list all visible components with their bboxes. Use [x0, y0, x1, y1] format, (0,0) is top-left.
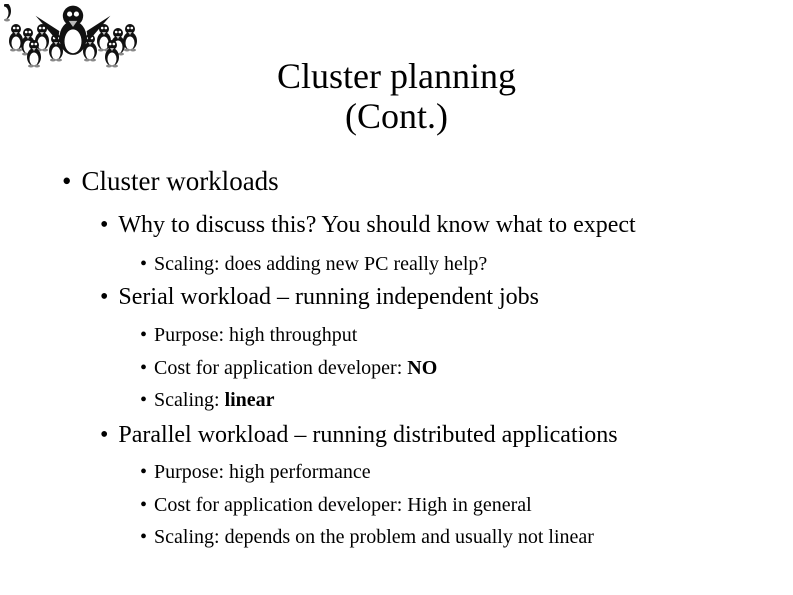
bullet-text: Parallel workload – running distributed applications: [118, 422, 618, 448]
bullet-text: Scaling: does adding new PC really help?: [154, 253, 488, 275]
bullet-marker: •: [62, 166, 72, 196]
bullet-marker: •: [140, 494, 148, 516]
bullet-emphasis: linear: [224, 389, 275, 411]
title-line-1: Cluster planning: [277, 56, 516, 96]
bullet-why-discuss: [100, 211, 636, 239]
bullet-why-scaling: [140, 252, 487, 276]
bullet-emphasis: NO: [407, 357, 438, 379]
bullet-marker: •: [140, 357, 148, 379]
bullet-serial-purpose: [140, 323, 357, 347]
bullet-text: Cost for application developer:: [154, 357, 408, 379]
bullet-text: Serial workload – running independent jobs: [118, 284, 539, 310]
bullet-marker: •: [100, 212, 109, 238]
bullet-text: Cluster workloads: [81, 166, 279, 196]
penguin-icon: [4, 4, 11, 22]
bullet-marker: •: [140, 324, 148, 346]
bullet-marker: •: [140, 461, 148, 483]
bullet-text: Purpose: high throughput: [154, 324, 358, 346]
bullet-marker: •: [140, 526, 148, 548]
bullet-marker: •: [140, 253, 148, 275]
bullet-serial-scaling: [140, 388, 275, 412]
bullet-text: Purpose: high performance: [154, 461, 371, 483]
bullet-marker: •: [100, 284, 109, 310]
bullet-text: Scaling: depends on the problem and usually not linear: [154, 526, 594, 548]
bullet-serial-workload: [100, 283, 539, 311]
bullet-marker: •: [140, 389, 148, 411]
bullet-parallel-purpose: [140, 460, 371, 484]
bullet-parallel-workload: [100, 421, 618, 449]
bullet-text: Why to discuss this? You should know what to expect: [118, 212, 636, 238]
slide-title: [0, 56, 793, 136]
bullet-text: Cost for application developer: High in general: [154, 494, 532, 516]
bullet-parallel-cost: [140, 493, 532, 517]
title-line-2: (Cont.): [345, 96, 448, 136]
bullet-text: Scaling:: [154, 389, 225, 411]
bullet-cluster-workloads: [62, 166, 279, 196]
bullet-marker: •: [100, 422, 109, 448]
bullet-parallel-scaling: [140, 525, 594, 549]
bullet-serial-cost: [140, 356, 437, 380]
